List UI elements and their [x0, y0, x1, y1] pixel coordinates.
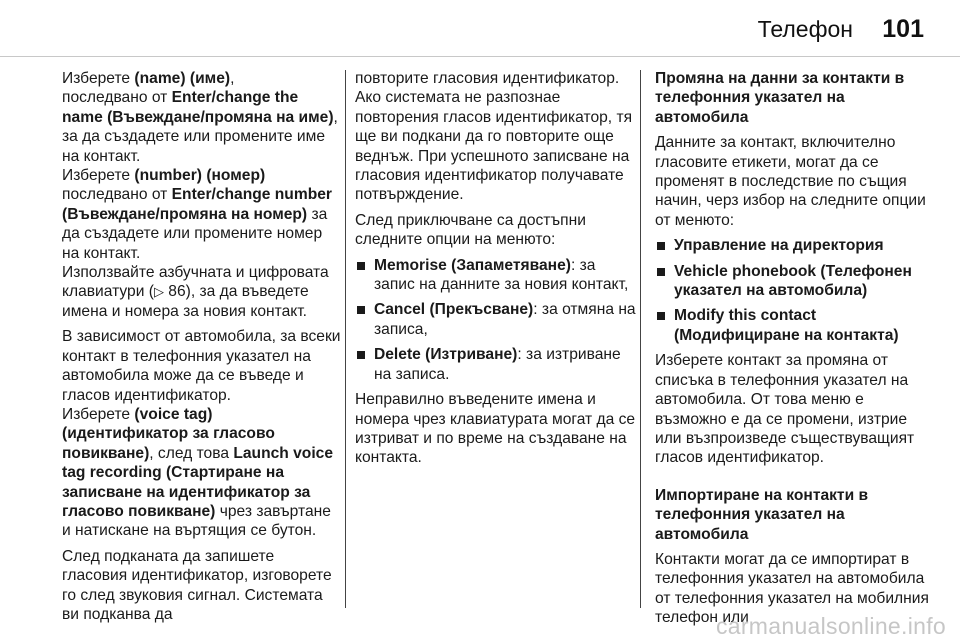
- paragraph-corrections: Неправилно въведените имена и номера чрез клавиатурата могат да се изтриват и по време на създаване на контакта.: [355, 391, 636, 467]
- bullet-square-icon: [657, 312, 665, 320]
- bullet-square-icon: [657, 242, 665, 250]
- paragraph-edit-contact: [62, 69, 342, 321]
- menu-option-launch-recording: Launch voice tag recording (Стартиране на записване на идентификатор за гласово повикване): [62, 444, 333, 520]
- page-reference[interactable]: 86: [168, 283, 186, 301]
- text: Използвайте азбучната и цифровата клавиатури (: [62, 264, 329, 301]
- paragraph-modify-details: Изберете контакт за промяна от списъка в телефонния указател на автомобила. От това меню е възможно е да се промени, изтрие или възпроизведе съществуващият гласов идентификатор.: [655, 352, 915, 467]
- text: чрез завъртане и натискане на въртящия се бутон.: [62, 502, 331, 540]
- menu-option-enter-name: Enter/change the name (Въвеждане/промяна на име): [62, 89, 334, 126]
- text: последвано от: [62, 89, 172, 107]
- menu-option-enter-number: Enter/change number (Въвеждане/промяна на номер): [62, 186, 332, 223]
- text: : за изтриване на записа.: [374, 346, 621, 383]
- menu-option-voice-tag: (voice tag) (идентификатор за гласово повикване): [62, 405, 275, 462]
- bullet-square-icon: [657, 268, 665, 276]
- column-1: [62, 69, 342, 630]
- header-divider: [0, 56, 960, 57]
- menu-option-delete: Delete (Изтриване): [374, 346, 518, 364]
- text: : за запис на данните за новия контакт,: [374, 256, 629, 294]
- text: Изберете: [62, 70, 135, 87]
- text: , след това: [149, 444, 234, 462]
- bullet-square-icon: [357, 262, 365, 270]
- bullet-square-icon: [357, 306, 365, 314]
- menu-option-memorise: Memorise (Запаметяване): [374, 256, 571, 274]
- column-divider-1: [345, 70, 346, 608]
- text: Изберете: [62, 405, 135, 423]
- page-number: 101: [882, 15, 924, 43]
- menu-option-modify-contact: Modify this contact (Модифициране на контакта): [674, 307, 899, 344]
- paragraph-record-prompt: След подканата да запишете гласовия идентификатор, изговорете го след звуковия сигнал. Системата ви подканва да: [62, 547, 332, 623]
- text: последвано от: [62, 186, 172, 204]
- bullet-square-icon: [357, 351, 365, 359]
- paragraph-options-intro: След приключване са достъпни следните опции на менюто:: [355, 211, 586, 249]
- paragraph-repeat: повторите гласовия идентификатор. Ако системата не разпознае повторения гласов идентификатор, тя ще ви подкани да го повторите още веднъж. При успешното записване на гласовия идентификатор получавате потвърждение.: [355, 70, 633, 204]
- text: ), за да въведете имена и номера за новия контакт.: [62, 283, 309, 320]
- list-item: [655, 262, 937, 301]
- paragraph-import: Контакти могат да се импортират в телефонния указател на автомобила от телефонния указател на мобилния телефон или: [655, 550, 929, 627]
- section-title: Телефон: [757, 16, 853, 42]
- watermark: carmanualsonline.info: [715, 613, 946, 639]
- text: : за отмяна на записа,: [374, 301, 636, 338]
- list-item: [655, 236, 937, 255]
- page-header: [0, 0, 960, 58]
- list-item: [355, 256, 638, 295]
- text: Изберете: [62, 167, 135, 185]
- section-heading-modify: Промяна на данни за контакти в телефонния указател на автомобила: [655, 70, 905, 126]
- menu-option-cancel: Cancel (Прекъсване): [374, 301, 534, 319]
- page-reference-icon: ▷: [153, 284, 164, 300]
- list-item: [655, 306, 937, 345]
- list-item: [355, 345, 638, 384]
- text: , за да създадете или промените име на контакт.: [62, 108, 338, 165]
- menu-option-vehicle-phonebook: Vehicle phonebook (Телефонен указател на автомобила): [674, 262, 912, 300]
- list-item: [355, 300, 638, 339]
- text: В зависимост от автомобила, за всеки контакт в телефонния указател на автомобила може да се въведе и гласов идентификатор.: [62, 328, 341, 404]
- section-heading-import: Импортиране на контакти в телефонния указател на автомобила: [655, 486, 869, 543]
- paragraph-modify-intro: Данните за контакт, включително гласовите етикети, могат да се променят в последствие по същия начин, черз избор на следните опции от менюто:: [655, 134, 926, 229]
- text: ,: [230, 70, 235, 87]
- column-3: [655, 69, 937, 634]
- text: за да създадете или промените номер на контакт.: [62, 205, 328, 262]
- menu-option-name: (name) (име): [134, 70, 231, 87]
- menu-option-number: (number) (номер): [134, 167, 266, 185]
- column-2: [355, 69, 638, 474]
- menu-option-directory: Управление на директория: [674, 237, 884, 255]
- column-divider-2: [640, 70, 641, 608]
- paragraph-voice-tag: [62, 327, 342, 540]
